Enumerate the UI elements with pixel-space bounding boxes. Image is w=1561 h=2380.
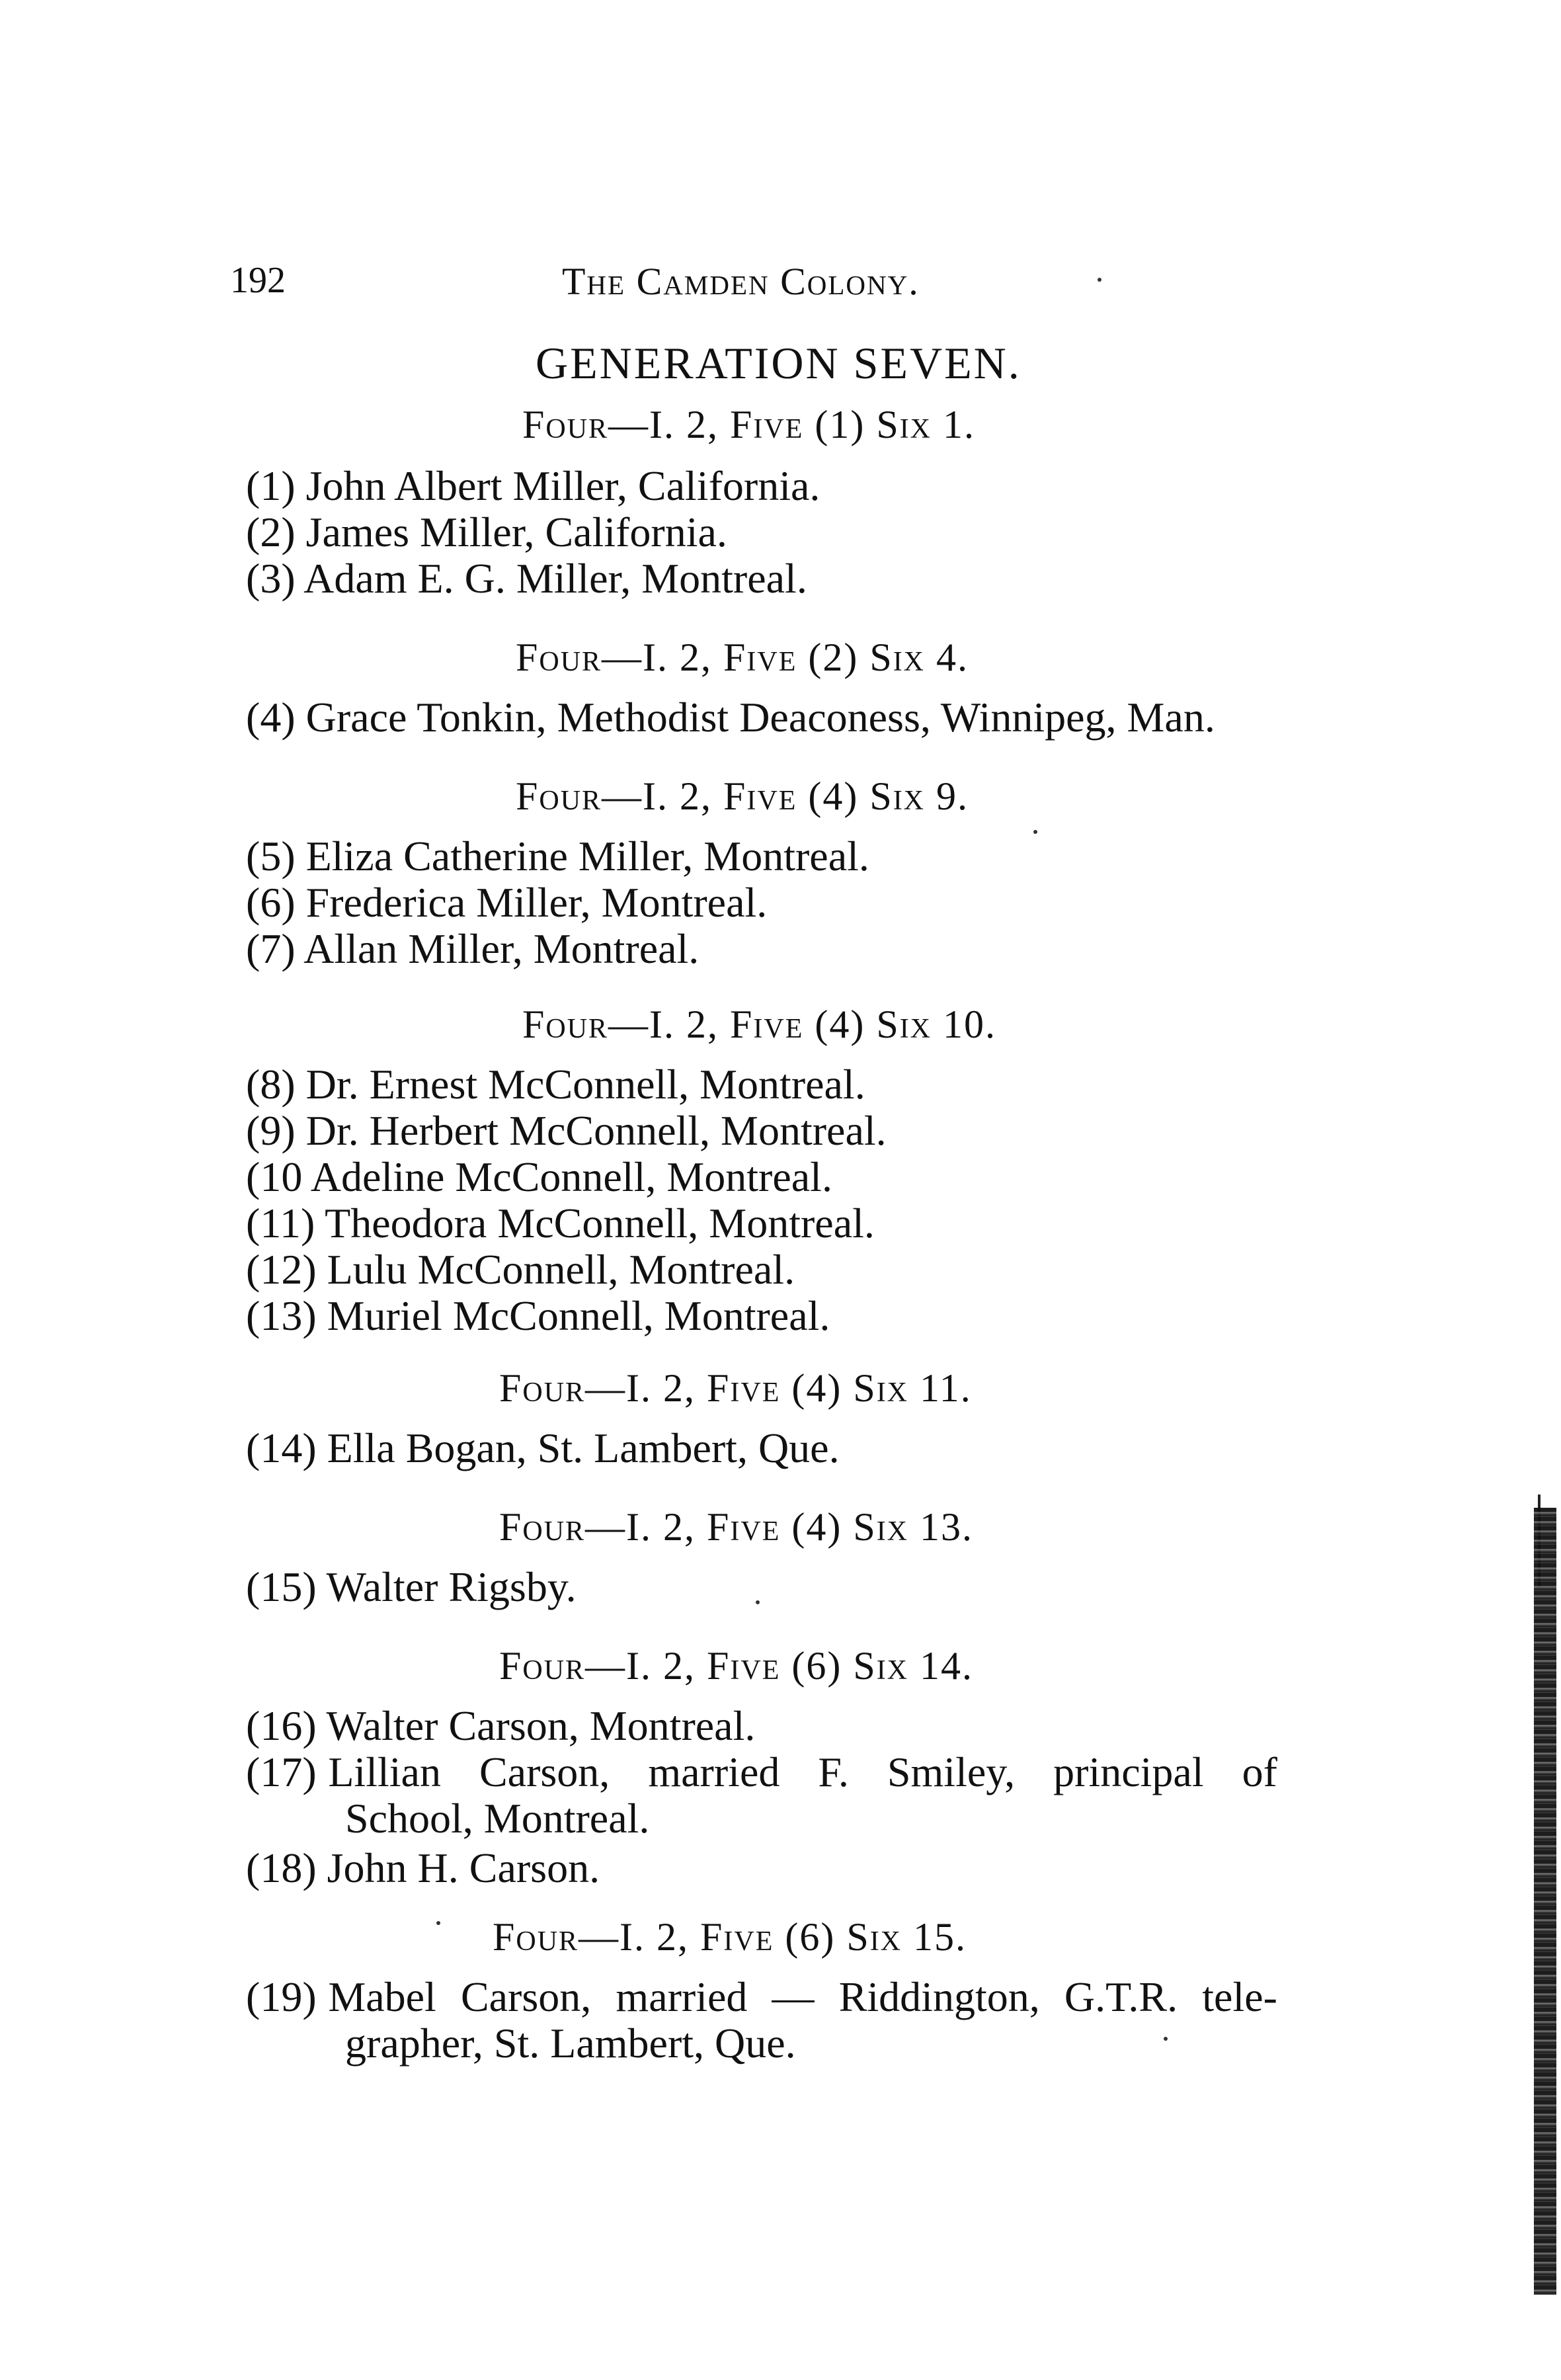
list-item bbox=[246, 1154, 1277, 1200]
entry-number: (7) bbox=[246, 925, 296, 972]
entry-number: (17) bbox=[246, 1748, 317, 1795]
section-heading: Four—I. 2, Five (6) Six 15. bbox=[493, 1915, 967, 1959]
entry-word: — bbox=[772, 1973, 815, 2020]
list-item bbox=[246, 1293, 1277, 1339]
list-item bbox=[246, 926, 1277, 972]
entry-word: Riddington, bbox=[838, 1973, 1040, 2020]
entry-number: (10 bbox=[246, 1153, 303, 1200]
entry-text-line2: School, Montreal. bbox=[345, 1795, 650, 1842]
list-item bbox=[246, 1425, 1277, 1471]
entry-word: married bbox=[648, 1748, 780, 1795]
entry-text: Grace Tonkin, Methodist Deaconess, Winnipeg, Man. bbox=[305, 694, 1215, 741]
entry-number: (5) bbox=[246, 833, 296, 880]
list-item bbox=[246, 694, 1317, 741]
list-item bbox=[246, 1845, 1277, 1891]
entry-number: (6) bbox=[246, 879, 296, 926]
list-item bbox=[246, 555, 1277, 602]
entry-text: John H. Carson. bbox=[327, 1844, 600, 1891]
list-item bbox=[246, 1200, 1277, 1247]
entry-text: Dr. Herbert McConnell, Montreal. bbox=[305, 1107, 887, 1154]
section-heading: Four—I. 2, Five (4) Six 11. bbox=[499, 1366, 972, 1410]
section-heading: Four—I. 2, Five (6) Six 14. bbox=[499, 1644, 974, 1688]
section-heading: Four—I. 2, Five (1) Six 1. bbox=[522, 403, 976, 446]
entry-text: Muriel McConnell, Montreal. bbox=[327, 1292, 830, 1339]
entry-text: Theodora McConnell, Montreal. bbox=[325, 1200, 875, 1247]
scan-speck bbox=[1033, 830, 1037, 834]
entry-number: (19) bbox=[246, 1973, 317, 2020]
entry-number: (2) bbox=[246, 509, 296, 555]
entry-text: Dr. Ernest McConnell, Montreal. bbox=[305, 1061, 865, 1108]
entry-word: F. bbox=[818, 1748, 849, 1795]
entry-word: Lillian bbox=[328, 1748, 441, 1795]
scan-speck bbox=[1164, 2037, 1168, 2041]
scan-speck bbox=[756, 1600, 760, 1604]
entry-number: (14) bbox=[246, 1424, 317, 1471]
entry-number: (1) bbox=[246, 462, 296, 509]
list-item bbox=[246, 1703, 1277, 1749]
entry-number: (8) bbox=[246, 1061, 296, 1108]
entry-text: Walter Carson, Montreal. bbox=[326, 1702, 756, 1749]
page-edge-shadow bbox=[1534, 1508, 1556, 2295]
page-number: 192 bbox=[230, 260, 286, 301]
entry-text: Adeline McConnell, Montreal. bbox=[310, 1153, 832, 1200]
entry-text: Lulu McConnell, Montreal. bbox=[327, 1246, 795, 1293]
entry-word: married bbox=[616, 1973, 748, 2020]
list-item bbox=[246, 1564, 1277, 1610]
entry-word: of bbox=[1242, 1748, 1277, 1795]
section-heading: Four—I. 2, Five (2) Six 4. bbox=[516, 636, 969, 679]
list-item bbox=[246, 1108, 1277, 1154]
section-heading: Four—I. 2, Five (4) Six 10. bbox=[522, 1003, 997, 1046]
entry-word: principal bbox=[1053, 1748, 1204, 1795]
entry-text: James Miller, California. bbox=[305, 509, 727, 555]
section-heading: Four—I. 2, Five (4) Six 13. bbox=[499, 1505, 974, 1549]
entry-word: Smiley, bbox=[887, 1748, 1016, 1795]
entry-number: (11) bbox=[246, 1200, 315, 1247]
list-item bbox=[246, 509, 1277, 555]
entry-number: (18) bbox=[246, 1844, 317, 1891]
list-item bbox=[246, 1061, 1277, 1108]
entry-number: (16) bbox=[246, 1702, 317, 1749]
generation-title: GENERATION SEVEN. bbox=[536, 338, 1021, 388]
list-item bbox=[246, 1974, 1277, 2067]
entry-word: G.T.R. bbox=[1064, 1973, 1178, 2020]
list-item bbox=[246, 1247, 1277, 1293]
entry-text-line1 bbox=[328, 1749, 1277, 1795]
entry-text: Adam E. G. Miller, Montreal. bbox=[303, 555, 807, 602]
entry-text: John Albert Miller, California. bbox=[305, 462, 821, 509]
entry-number: (3) bbox=[246, 555, 296, 602]
entry-number: (4) bbox=[246, 694, 296, 741]
entry-word: Carson, bbox=[479, 1748, 610, 1795]
entry-number: (15) bbox=[246, 1563, 317, 1610]
entry-text: Allan Miller, Montreal. bbox=[303, 925, 700, 972]
entry-word: tele- bbox=[1202, 1973, 1277, 2020]
entry-text-line1 bbox=[328, 1974, 1277, 2020]
entry-text: Walter Rigsby. bbox=[326, 1563, 577, 1610]
scan-speck bbox=[436, 1921, 440, 1925]
section-heading: Four—I. 2, Five (4) Six 9. bbox=[516, 774, 969, 818]
entry-text-line2: grapher, St. Lambert, Que. bbox=[345, 2020, 796, 2067]
entry-number: (13) bbox=[246, 1292, 317, 1339]
entry-word: Carson, bbox=[460, 1973, 592, 2020]
entry-text: Frederica Miller, Montreal. bbox=[305, 879, 768, 926]
entry-text: Eliza Catherine Miller, Montreal. bbox=[305, 833, 869, 880]
entry-number: (12) bbox=[246, 1246, 317, 1293]
entry-text: Ella Bogan, St. Lambert, Que. bbox=[327, 1424, 840, 1471]
list-item bbox=[246, 1749, 1277, 1842]
list-item bbox=[246, 463, 1277, 509]
list-item bbox=[246, 880, 1277, 926]
list-item bbox=[246, 833, 1277, 880]
running-title: The Camden Colony. bbox=[562, 260, 920, 303]
scan-speck bbox=[1098, 278, 1101, 282]
entry-number: (9) bbox=[246, 1107, 296, 1154]
entry-word: Mabel bbox=[328, 1973, 436, 2020]
